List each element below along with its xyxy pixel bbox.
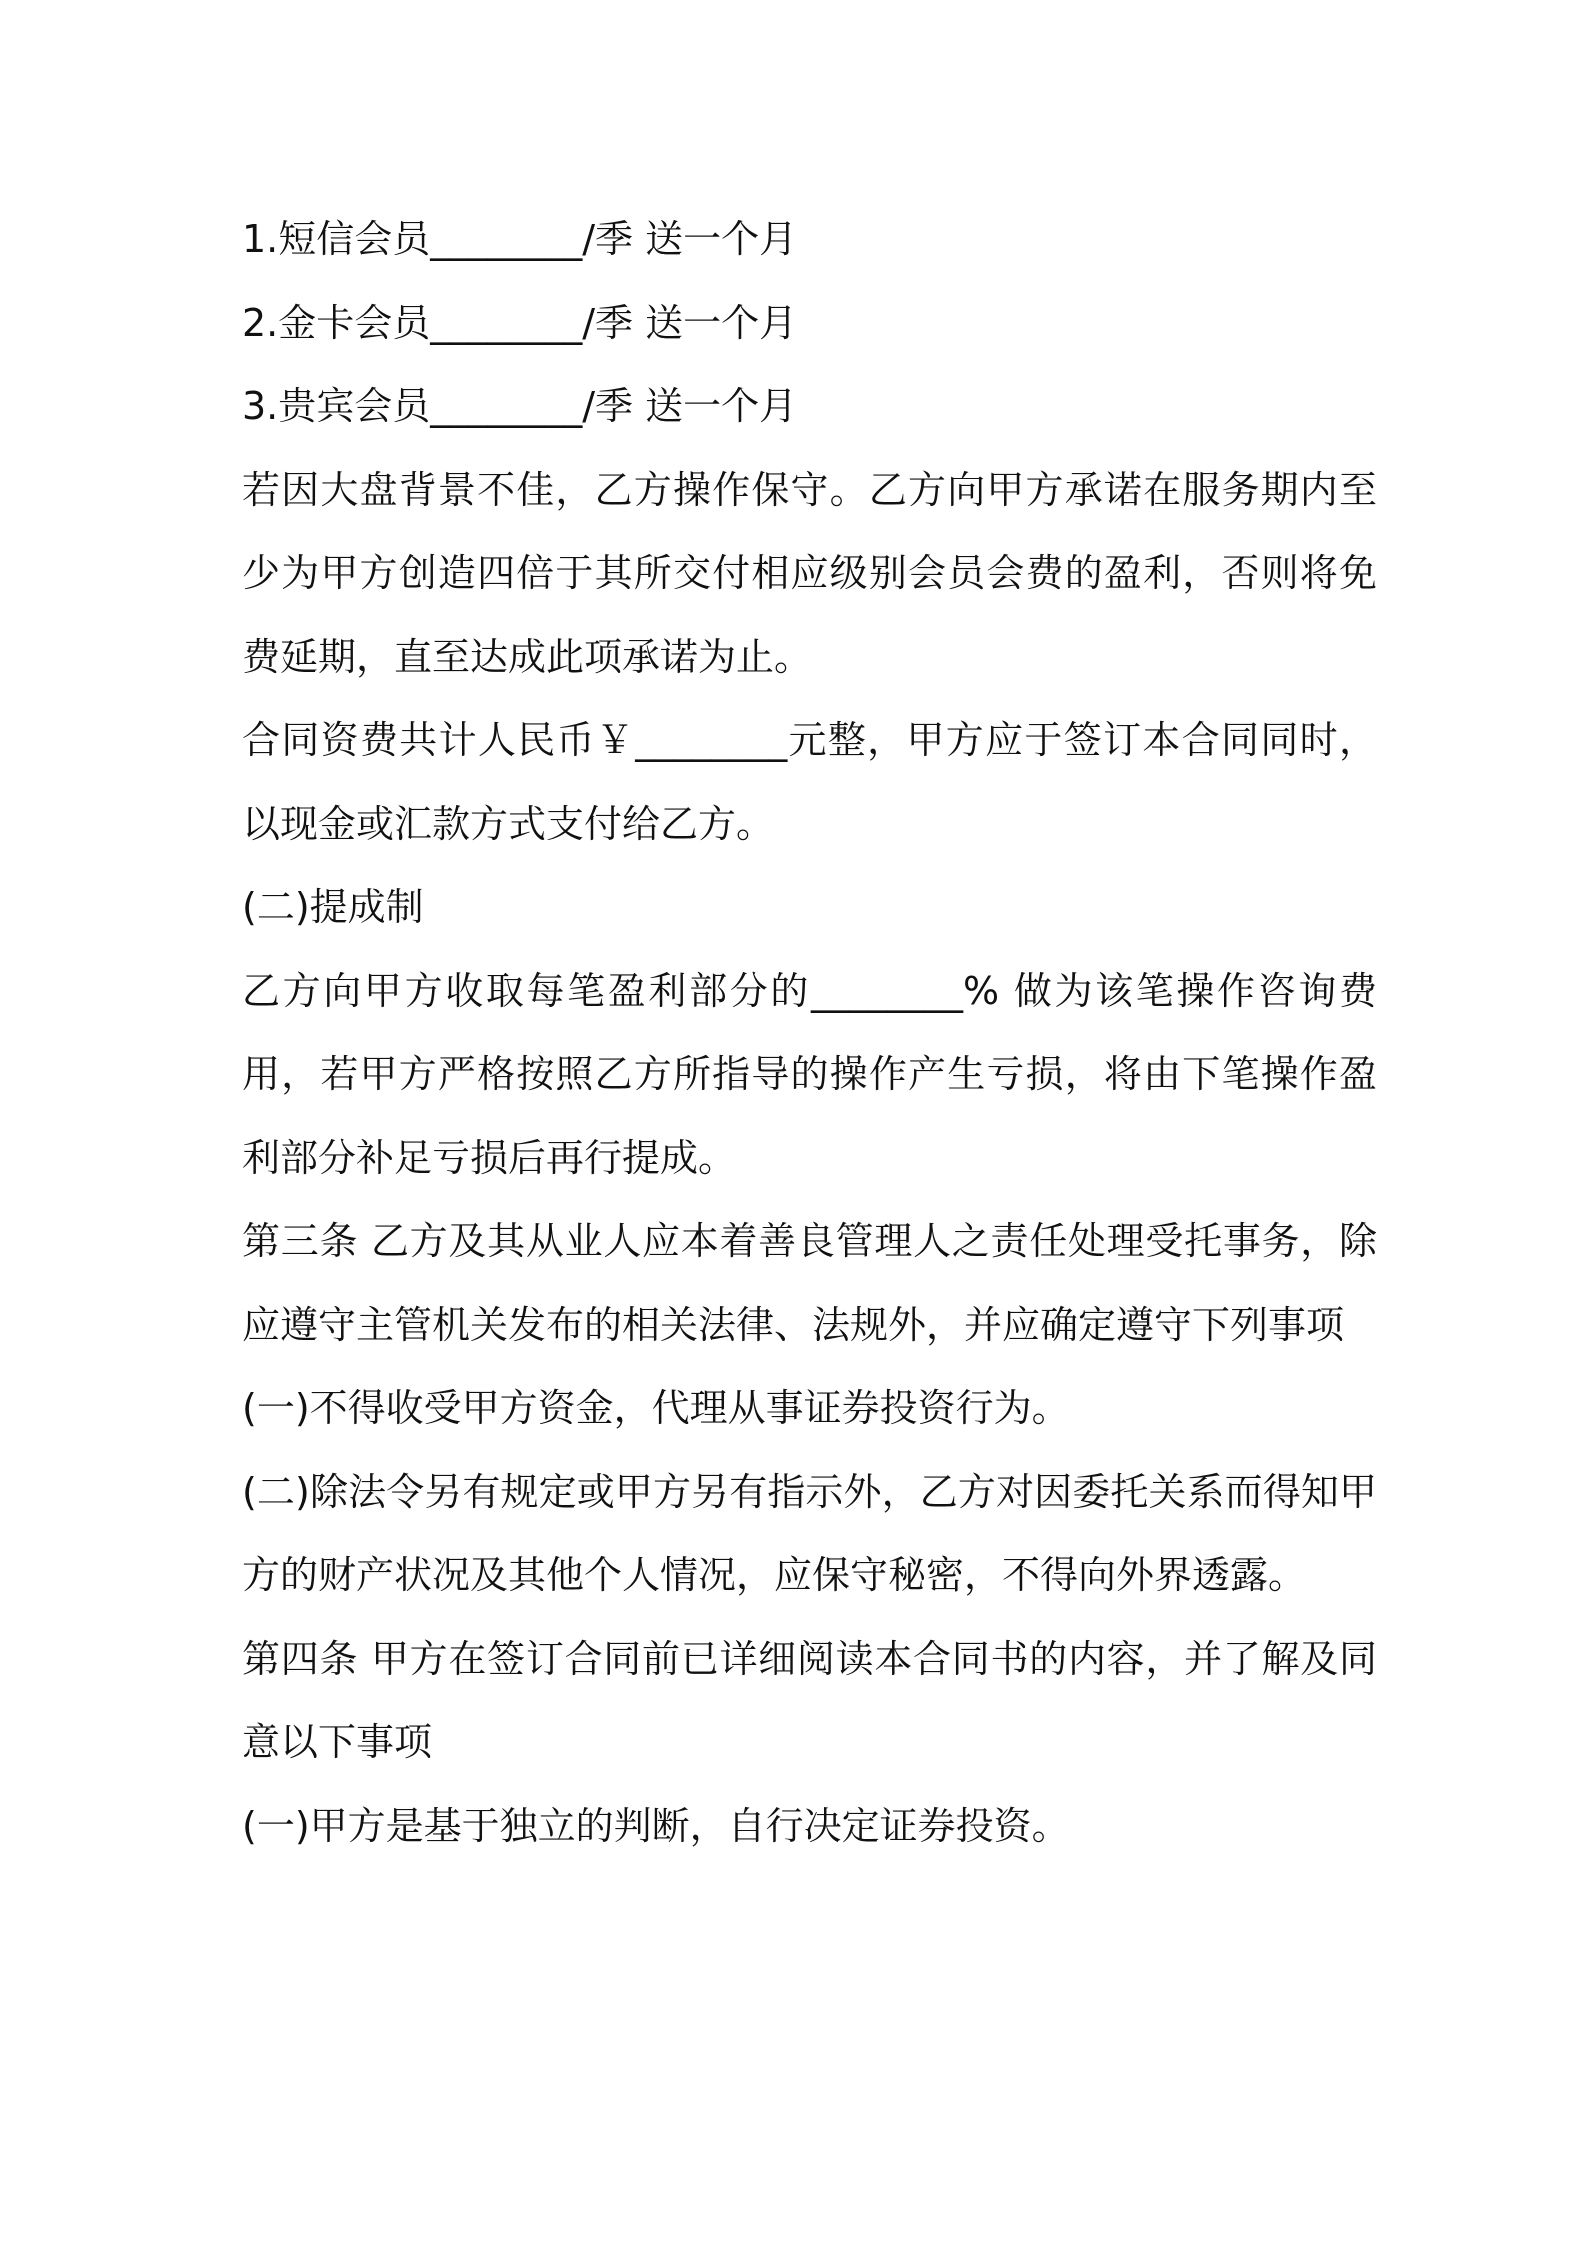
paragraph-commission: 乙方向甲方收取每笔盈利部分的________% 做为该笔操作咨询费用，若甲方严格按照乙方所指导的操作产生亏损，将由下笔操作盈利部分补足亏损后再行提成。 [242,968,1377,1180]
article-three-item-one: (一)不得收受甲方资金，代理从事证券投资行为。 [242,1386,1070,1430]
section-heading-commission: (二)提成制 [242,885,424,929]
paragraph-fee: 合同资费共计人民币￥________元整，甲方应于签订本合同同时，以现金或汇款方式支付给乙方。 [242,718,1377,846]
article-three-item-two: (二)除法令另有规定或甲方另有指示外，乙方对因委托关系而得知甲方的财产状况及其他个人情况，应保守秘密，不得向外界透露。 [242,1469,1377,1597]
article-four: 第四条 甲方在签订合同前已详细阅读本合同书的内容，并了解及同意以下事项 [242,1636,1377,1764]
membership-line-gold: 2.金卡会员________/季 送一个月 [242,300,798,345]
paragraph-promise: 若因大盘背景不佳，乙方操作保守。乙方向甲方承诺在服务期内至少为甲方创造四倍于其所交付相应级别会员会费的盈利，否则将免费延期，直至达成此项承诺为止。 [242,467,1377,679]
membership-line-vip: 3.贵宾会员________/季 送一个月 [242,384,798,428]
article-three: 第三条 乙方及其从业人应本着善良管理人之责任处理受托事务，除应遵守主管机关发布的相关法律、法规外，并应确定遵守下列事项 [242,1219,1377,1347]
article-four-item-one: (一)甲方是基于独立的判断，自行决定证券投资。 [242,1803,1070,1848]
document-body [242,198,1377,1868]
membership-line-sms: 1.短信会员________/季 送一个月 [242,217,798,261]
